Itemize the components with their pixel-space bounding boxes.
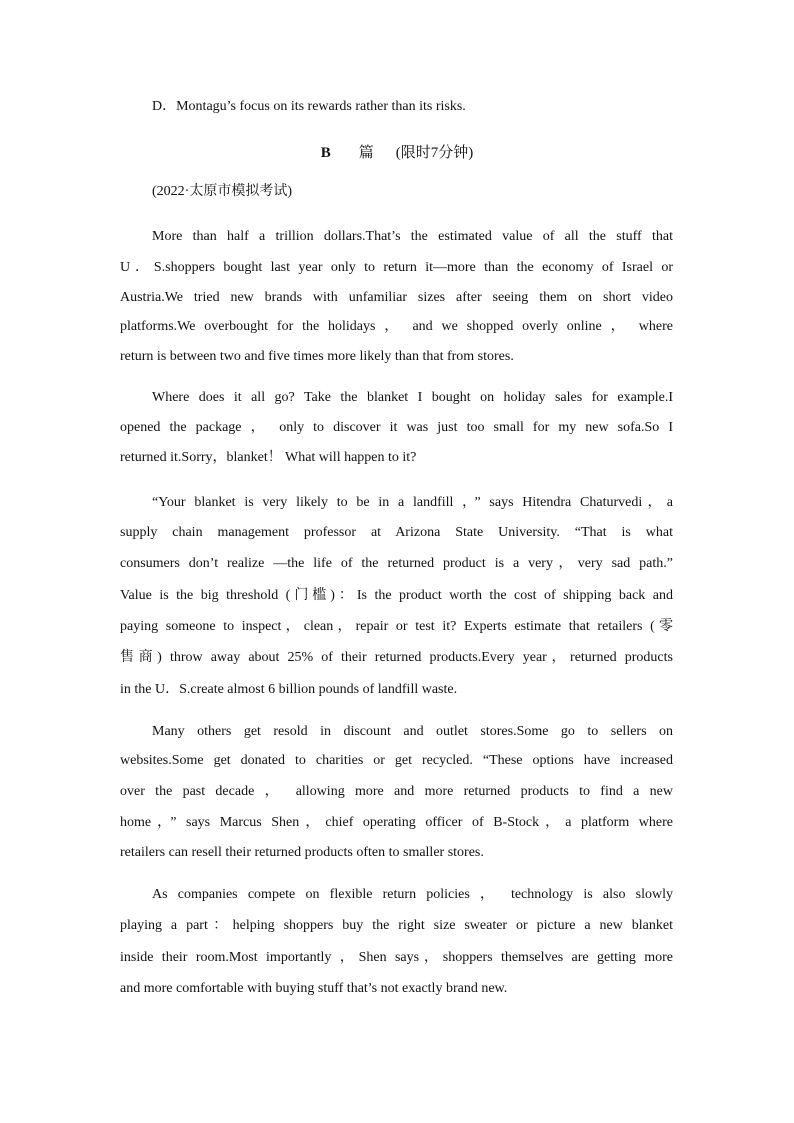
paragraph-line: consumers don’t realize —the life of the returned product is a very，very sad path.”	[120, 556, 673, 571]
paragraph-line: returned it.Sorry，blanket！ What will happen to it?	[120, 450, 417, 465]
paragraph-line: in the U．S.create almost 6 billion pounds of landfill waste.	[120, 682, 458, 697]
source-note: (2022·太原市模拟考试)	[152, 184, 292, 199]
paragraph-line: U．S.shoppers bought last year only to return it—more than the economy of Israel or	[120, 260, 673, 275]
paragraph-line: supply chain management professor at Arizona State University. “That is what	[120, 525, 673, 540]
paragraph-line: inside their room.Most importantly ，Shen says，shoppers themselves are getting more	[120, 950, 673, 965]
paragraph-line: “Your blanket is very likely to be in a landfill ，” says Hitendra Chaturvedi，a	[152, 495, 673, 510]
paragraph-line: As companies compete on flexible return policies ， technology is also slowly	[152, 887, 673, 902]
section-pian: 篇	[358, 145, 374, 161]
paragraph-line: Value is the big threshold (门槛)：Is the product worth the cost of shipping back and	[120, 588, 673, 603]
section-letter: B	[320, 145, 331, 161]
answer-option-d: D．Montagu’s focus on its rewards rather than its risks.	[152, 99, 466, 114]
paragraph-line: over the past decade ， allowing more and more returned products to find a new	[120, 784, 673, 799]
paragraph-line: home，” says Marcus Shen，chief operating officer of B-Stock，a platform where	[120, 815, 673, 830]
paragraph-line: paying someone to inspect，clean，repair or test it? Experts estimate that retailers (零	[120, 619, 673, 634]
paragraph-line: return is between two and five times more likely than that from stores.	[120, 349, 514, 364]
paragraph-line: and more comfortable with buying stuff that’s not exactly brand new.	[120, 981, 508, 996]
paragraph-line: 售商) throw away about 25% of their returned products.Every year，returned products	[120, 650, 673, 665]
paragraph-line: platforms.We overbought for the holidays ， and we shopped overly online ， where	[120, 319, 673, 334]
paragraph-line: More than half a trillion dollars.That’s the estimated value of all the stuff that	[152, 229, 673, 244]
section-title	[0, 143, 794, 163]
paragraph-line: Where does it all go? Take the blanket I bought on holiday sales for example.I	[152, 390, 673, 405]
paragraph-line: websites.Some get donated to charities or get recycled. “These options have increased	[120, 753, 673, 768]
paragraph-line: Many others get resold in discount and outlet stores.Some go to sellers on	[152, 724, 673, 739]
paragraph-line: playing a part：helping shoppers buy the right size sweater or picture a new blanket	[120, 918, 673, 933]
paragraph-line: retailers can resell their returned products often to smaller stores.	[120, 845, 484, 860]
paragraph-line: Austria.We tried new brands with unfamiliar sizes after seeing them on short video	[120, 290, 673, 305]
time-limit: (限时7分钟)	[395, 145, 474, 161]
paragraph-line: opened the package ， only to discover it was just too small for my new sofa.So I	[120, 420, 673, 435]
